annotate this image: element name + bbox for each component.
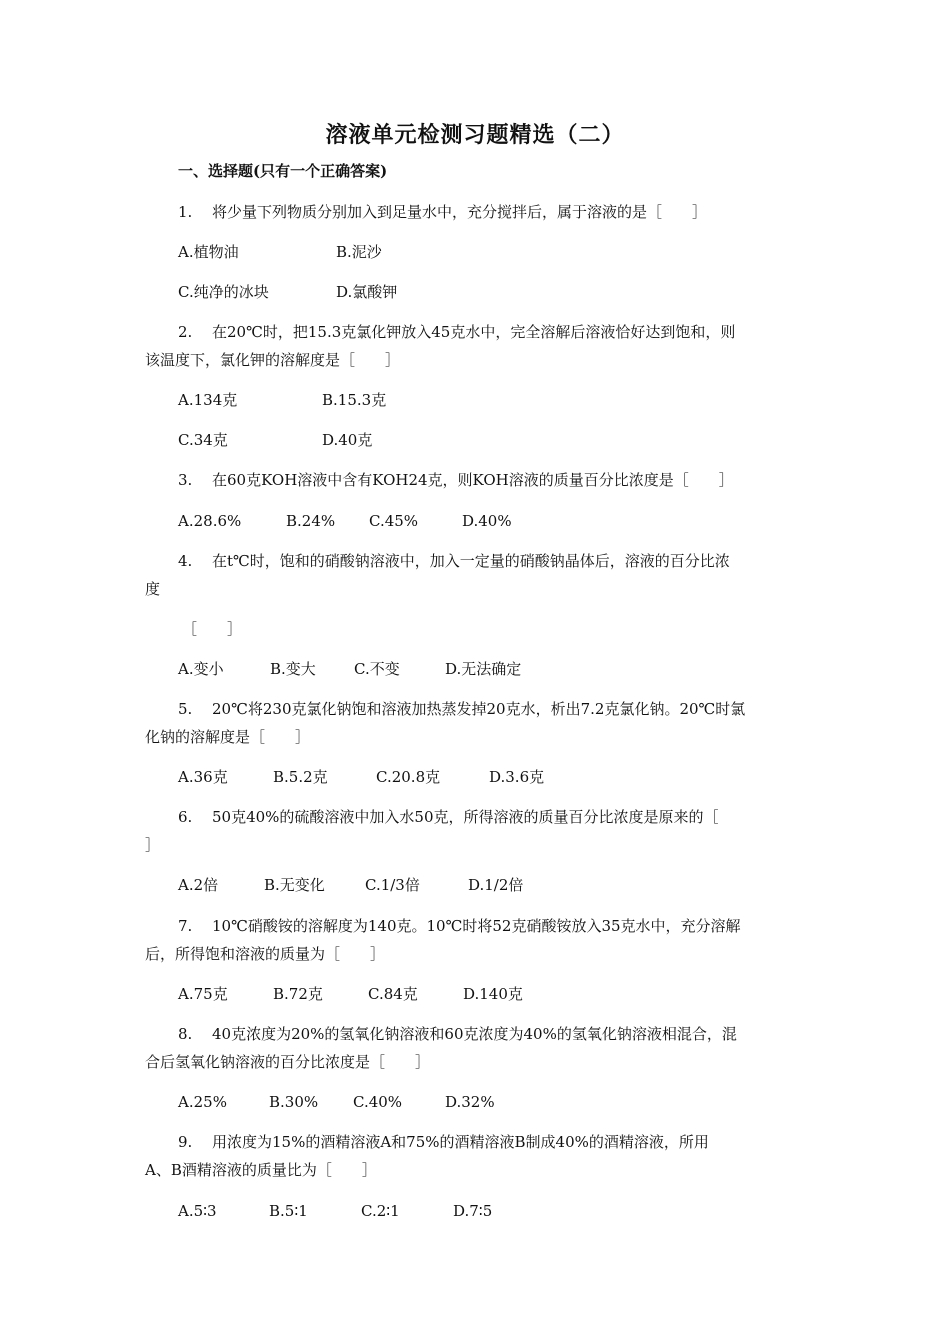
option: B.泥沙 [336, 243, 382, 261]
question-4 [178, 551, 730, 571]
question-1 [178, 202, 707, 222]
option: C.34克 [178, 431, 228, 449]
option: D.7∶5 [453, 1202, 493, 1220]
question-text: 将少量下列物质分别加入到足量水中，充分搅拌后，属于溶液的是［ ］ [212, 203, 708, 221]
option: A.5∶3 [178, 1202, 217, 1220]
question-number: 5. [178, 700, 193, 718]
option: B.5∶1 [269, 1202, 308, 1220]
question-3 [178, 470, 734, 490]
option: A.变小 [178, 660, 224, 678]
option: D.无法确定 [445, 660, 522, 678]
option: D.140克 [463, 985, 523, 1003]
option: A.2倍 [178, 876, 219, 894]
question-text: 10℃硝酸铵的溶解度为140克。10℃时将52克硝酸铵放入35克水中，充分溶解 [212, 917, 741, 935]
question-number: 3. [178, 471, 193, 489]
option: A.植物油 [178, 243, 239, 261]
option: A.75克 [178, 985, 228, 1003]
option: C.不变 [354, 660, 400, 678]
option: A.25% [178, 1093, 227, 1111]
option: C.2∶1 [361, 1202, 400, 1220]
page-title: 溶液单元检测习题精选（二） [325, 122, 625, 148]
option: B.15.3克 [322, 391, 387, 409]
question-number: 7. [178, 917, 193, 935]
question-6 [178, 807, 719, 827]
option: B.5.2克 [273, 768, 328, 786]
option: C.1/3倍 [365, 876, 420, 894]
question-7 [178, 916, 741, 936]
option: C.20.8克 [376, 768, 441, 786]
option: B.72克 [273, 985, 323, 1003]
question-text: 20℃将230克氯化钠饱和溶液加热蒸发掉20克水，析出7.2克氯化钠。20℃时氯 [212, 700, 746, 718]
question-text: 用浓度为15%的酒精溶液A和75%的酒精溶液B制成40%的酒精溶液，所用 [212, 1133, 709, 1151]
option: D.1/2倍 [468, 876, 524, 894]
question-text-continued: 合后氢氧化钠溶液的百分比浓度是［ ］ [145, 1053, 431, 1071]
question-9 [178, 1132, 709, 1152]
option: A.36克 [178, 768, 228, 786]
question-2 [178, 322, 735, 342]
option: D.氯酸钾 [336, 283, 398, 301]
option: A.28.6% [178, 512, 242, 530]
option: B.无变化 [264, 876, 325, 894]
answer-bracket: ［ ］ [182, 620, 243, 638]
option: A.134克 [178, 391, 238, 409]
question-text-continued: ］ [145, 836, 161, 854]
question-text: 在20℃时，把15.3克氯化钾放入45克水中，完全溶解后溶液恰好达到饱和，则 [212, 323, 736, 341]
option: B.变大 [270, 660, 316, 678]
question-number: 2. [178, 323, 193, 341]
question-number: 8. [178, 1025, 193, 1043]
question-number: 9. [178, 1133, 193, 1151]
option: B.30% [269, 1093, 319, 1111]
option: C.84克 [368, 985, 418, 1003]
question-5 [178, 699, 745, 719]
option: D.32% [445, 1093, 495, 1111]
option: C.45% [369, 512, 419, 530]
question-text: 在t℃时，饱和的硝酸钠溶液中，加入一定量的硝酸钠晶体后，溶液的百分比浓 [212, 552, 730, 570]
option: C.纯净的冰块 [178, 283, 269, 301]
question-text: 在60克KOH溶液中含有KOH24克，则KOH溶液的质量百分比浓度是［ ］ [212, 471, 734, 489]
question-text-continued: 后，所得饱和溶液的质量为［ ］ [145, 945, 386, 963]
option: D.3.6克 [489, 768, 545, 786]
option: D.40克 [322, 431, 373, 449]
question-text-continued: 该温度下，氯化钾的溶解度是［ ］ [145, 351, 401, 369]
question-8 [178, 1024, 737, 1044]
option: C.40% [353, 1093, 403, 1111]
question-number: 6. [178, 808, 193, 826]
question-number: 4. [178, 552, 193, 570]
question-number: 1. [178, 203, 193, 221]
question-text: 50克40%的硫酸溶液中加入水50克，所得溶液的质量百分比浓度是原来的［ [212, 808, 719, 826]
option: D.40% [462, 512, 512, 530]
question-text-continued: 度 [145, 580, 161, 598]
section-heading: 一、选择题(只有一个正确答案) [178, 162, 388, 180]
option: B.24% [286, 512, 336, 530]
question-text-continued: 化钠的溶解度是［ ］ [145, 728, 311, 746]
question-text-continued: A、B酒精溶液的质量比为［ ］ [145, 1161, 377, 1179]
question-text: 40克浓度为20%的氢氧化钠溶液和60克浓度为40%的氢氧化钠溶液相混合，混 [212, 1025, 737, 1043]
